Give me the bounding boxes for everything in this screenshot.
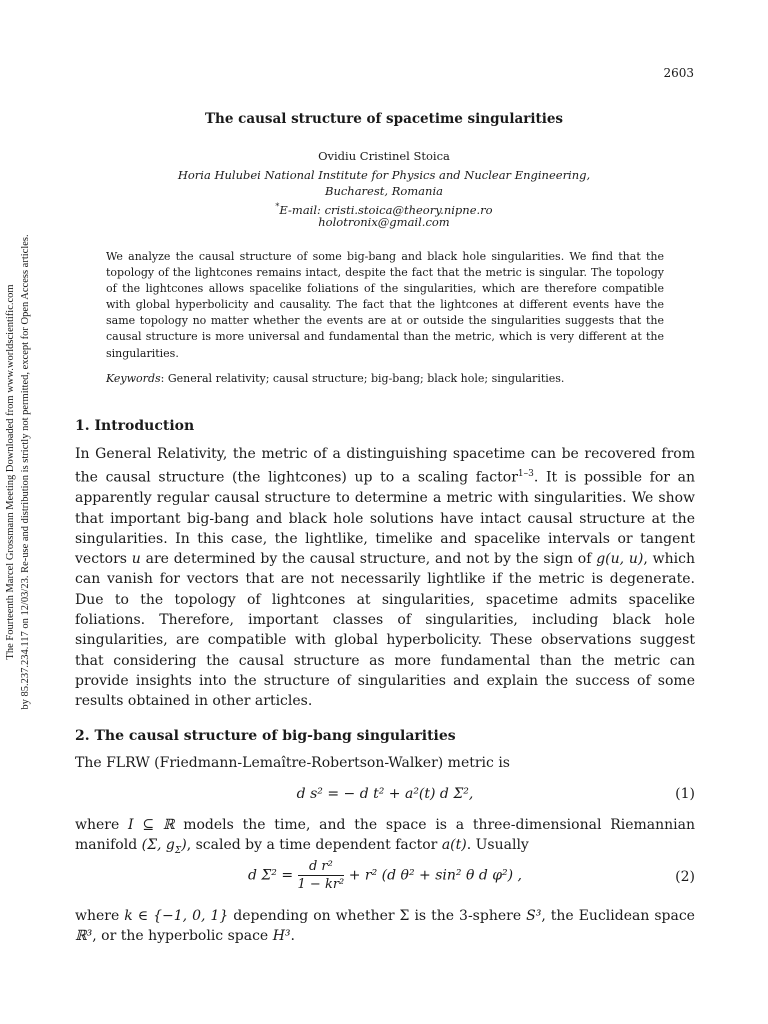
- curv-hyperbolic: H³: [272, 928, 291, 945]
- curvature-description: [75, 906, 695, 947]
- equation-1-number: (1): [675, 786, 695, 802]
- intro-var-u: u: [131, 551, 141, 568]
- equation-2-rhs: + r² (d θ² + sin² θ d φ²) ,: [348, 867, 523, 884]
- email-marker: *: [275, 202, 280, 211]
- download-watermark: [3, 212, 33, 732]
- section-heading-big-bang: 2. The causal structure of big-bang singularities: [75, 728, 456, 744]
- curv-euclidean: ℝ³: [75, 928, 93, 945]
- section-heading-introduction: 1. Introduction: [75, 418, 195, 434]
- intro-text-a: In General Relativity, the metric of a distinguishing spacetime can be recovered from the causal structure (the lightcones) up to a scaling factor: [75, 446, 695, 486]
- watermark-line-2: by 85.237.234.117 on 12/03/23. Re-use and distribution is strictly not permitted, except for Open Access articles.: [20, 234, 31, 710]
- curv-text-b: depending on whether Σ is the 3-sphere: [233, 908, 522, 924]
- intro-text-d: , which can vanish for vectors that are not necessarily lightlike if the metric is degenerate. Due to the topology of lightcones at singularities, spacetime admits spacelike foliations. Therefore, important classes of singularities, including black hole singularities, are compatible with global hyperbolicity. These observations suggest that considering the causal structure as more fundamental than the metric can provide insights into the structure of singularities and explain the success of some results obtained in other articles.: [75, 551, 695, 710]
- author-name: Ovidiu Cristinel Stoica: [318, 149, 450, 163]
- intro-var-g: g(u, u): [596, 551, 644, 568]
- abstract: We analyze the causal structure of some big-bang and black hole singularities. We find that the topology of the lightcones remains intact, despite the fact that the metric is singular. The topology of the lightcones allows spacelike foliations of the singularities, which are therefore compatible with global hyperbolicity and causality. The fact that the lightcones at different events have the same topology no matter whether the events are at or outside the singularities suggests that the causal structure is more universal and fundamental than the metric, which is very different at the singularities.: [106, 250, 664, 360]
- equation-2-number: (2): [675, 869, 695, 885]
- flrw-intro: The FLRW (Friedmann-Lemaître-Robertson-Walker) metric is: [75, 755, 510, 771]
- curv-sphere: S³: [526, 908, 542, 924]
- equation-2: [75, 858, 695, 898]
- affiliation-line-2: Bucharest, Romania: [325, 184, 443, 198]
- introduction-paragraph: [75, 444, 695, 712]
- desc-var-a: a(t): [441, 837, 467, 854]
- curv-text-a: where: [75, 908, 120, 924]
- keywords: [106, 372, 666, 385]
- desc-manifold: (Σ, $g_\Sigma$): [141, 837, 187, 857]
- paper-title: The causal structure of spacetime singularities: [204, 111, 564, 127]
- keywords-text: : General relativity; causal structure; big-bang; black hole; singularities.: [160, 372, 565, 385]
- equation-2-lhs: d Σ² =: [247, 867, 294, 884]
- email-text[interactable]: E-mail: cristi.stoica@theory.nipne.ro: [279, 202, 493, 217]
- desc-var-I: I ⊆ ℝ: [128, 817, 175, 833]
- desc-text-a: where: [75, 817, 120, 833]
- curv-text-c: , the Euclidean space: [541, 908, 695, 924]
- intro-text-b: . It is possible for an apparently regular causal structure to determine a metric with singularities. We show that important big-bang and black hole solutions have intact causal structure at the singularities. In this case, the lightlike, timelike and spacelike intervals or tangent vectors: [75, 469, 695, 568]
- curv-var-k: k ∈ {−1, 0, 1}: [124, 908, 229, 924]
- affiliation-line-1: Horia Hulubei National Institute for Physics and Nuclear Engineering,: [177, 168, 591, 182]
- equation-2-content: [75, 858, 695, 893]
- equation-2-numerator: d r²: [298, 858, 345, 876]
- affiliation-email-2[interactable]: holotronix@gmail.com: [318, 215, 450, 229]
- curv-text-e: .: [290, 928, 295, 945]
- equation-2-denominator: 1 − kr²: [297, 877, 345, 892]
- desc-text-b: models the time, and the space is a three-dimensional Riemannian manifold: [75, 817, 695, 854]
- equation-1: [75, 786, 695, 806]
- flrw-description: [75, 815, 695, 861]
- intro-citation[interactable]: 1–3: [517, 469, 534, 480]
- intro-text-c: are determined by the causal structure, and not by the sign of: [145, 551, 592, 568]
- page-number: 2603: [663, 66, 694, 80]
- keywords-label: Keywords: [106, 372, 161, 385]
- equation-2-fraction: [298, 858, 345, 893]
- curv-text-d: , or the hyperbolic space: [92, 928, 269, 945]
- equation-1-content: d s² = − d t² + a²(t) d Σ²,: [296, 786, 474, 802]
- desc-text-d: . Usually: [466, 837, 529, 854]
- watermark-line-1: The Fourteenth Marcel Grossmann Meeting Downloaded from www.worldscientific.com: [5, 284, 16, 660]
- desc-text-c: , scaled by a time dependent factor: [186, 837, 438, 854]
